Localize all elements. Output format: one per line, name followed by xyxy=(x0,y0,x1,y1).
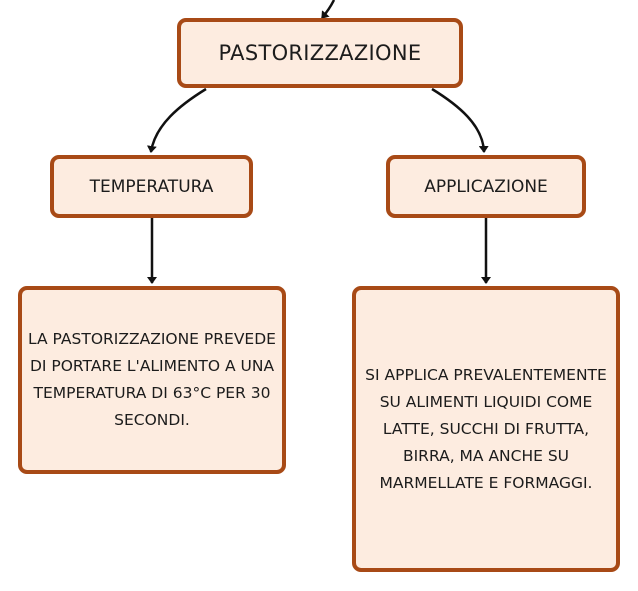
incoming-arrow xyxy=(322,0,334,18)
branch-node-label: TEMPERATURA xyxy=(89,176,214,197)
description-text: SI APPLICA PREVALENTEMENTE SU ALIMENTI LIQUIDI COME LATTE, SUCCHI DI FRUTTA, BIRRA, MA ANCHE SU MARMELLATE E FORMAGGI. xyxy=(365,365,607,492)
description-text: LA PASTORIZZAZIONE PREVEDE DI PORTARE L'ALIMENTO A UNA TEMPERATURA DI 63°C PER 30 SECONDI. xyxy=(28,330,276,429)
root-node-pastorizzazione xyxy=(177,18,463,88)
branch-node-applicazione xyxy=(386,155,586,218)
description-node-applicazione xyxy=(352,286,620,572)
arrow-root-to-temperatura xyxy=(151,89,206,152)
description-node-temperatura xyxy=(18,286,286,474)
branch-node-label: APPLICAZIONE xyxy=(424,176,548,197)
arrow-root-to-applicazione xyxy=(432,89,484,152)
branch-node-temperatura xyxy=(50,155,253,218)
root-node-label: PASTORIZZAZIONE xyxy=(218,41,422,65)
